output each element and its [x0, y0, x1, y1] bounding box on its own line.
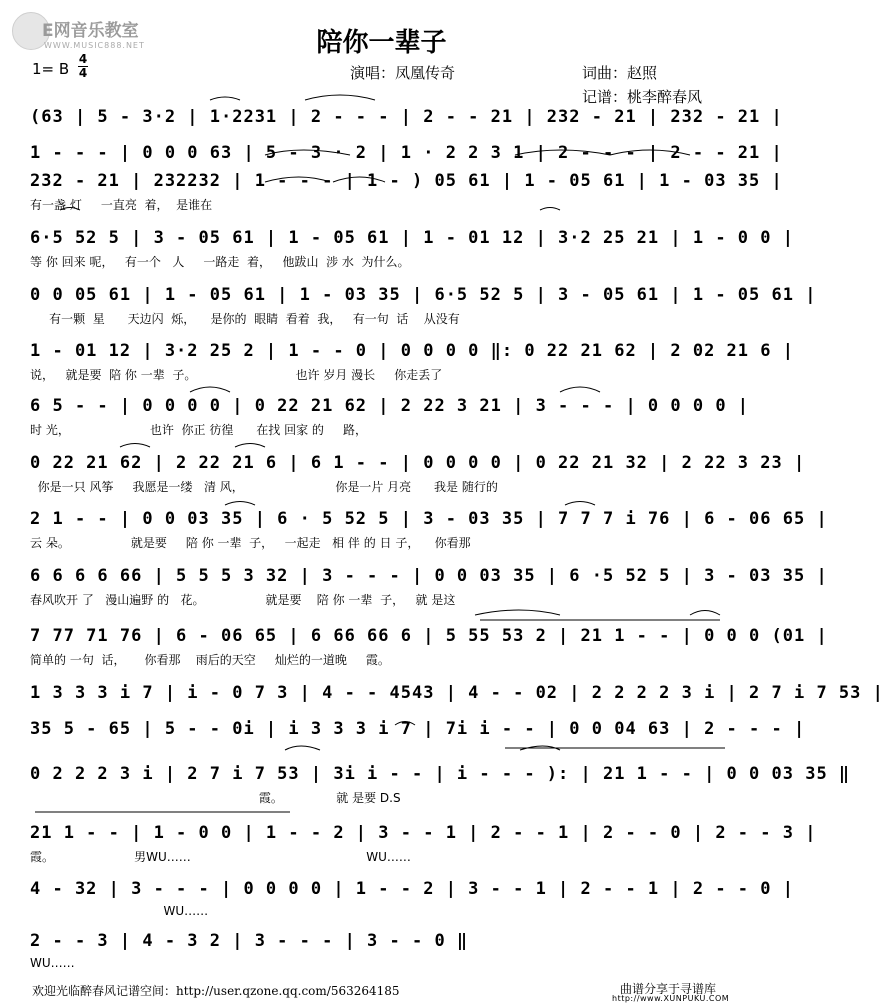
slur: [210, 97, 240, 100]
slur: [225, 502, 255, 506]
slur: [285, 746, 320, 750]
score-notes: 6·5 52 5 | 3 - 05 61 | 1 - 05 61 | 1 - 01 12 | 3·2 25 21 | 1 - 0 0 |: [30, 228, 794, 248]
score-lyric: 有一盏 灯 一直亮 着， 是谁在: [30, 198, 213, 212]
score-notes: 21 1 - - | 1 - 0 0 | 1 - - 2 | 3 - - 1 | 2 - - 1 | 2 - - 0 | 2 - - 3 |: [30, 823, 817, 843]
score-notes: 0 2 2 2 3 i | 2 7 i 7 53 | 3i i - - | i - - - ): | 21 1 - - | 0 0 03 35 ‖: [30, 764, 851, 784]
score-row: [30, 878, 794, 918]
score-notes: 1 - 01 12 | 3·2 25 2 | 1 - - 0 | 0 0 0 0 ‖: 0 22 21 62 | 2 02 21 6 |: [30, 341, 794, 361]
score-row: [30, 340, 794, 382]
singer-credit: 演唱：凤凰传奇: [350, 64, 456, 82]
score-notes: 232 - 21 | 232232 | 1 - - - | 1 - ) 05 61 | 1 - 05 61 | 1 - 03 35 |: [30, 171, 783, 191]
score-row: [30, 395, 750, 437]
score-lyric: 简单的 一句 话， 你看那 雨后的天空 灿烂的一道晚 霞。: [30, 653, 390, 667]
score-lyric: 时 光， 也许 你正 彷徨 在找 回家 的 路，: [30, 423, 367, 437]
recorder-credit: 记谱：桃李醉春风: [582, 88, 703, 106]
slur: [235, 444, 265, 448]
time-signature: [78, 54, 88, 79]
score-row: [30, 625, 828, 667]
score-notes: 0 0 05 61 | 1 - 05 61 | 1 - 03 35 | 6·5 52 5 | 3 - 05 61 | 1 - 05 61 |: [30, 285, 817, 305]
score-row: [30, 452, 806, 494]
score-row: [30, 508, 828, 550]
score-lyric: WU……: [30, 904, 209, 918]
score-row: [30, 565, 828, 607]
score-lyric: 春风吹开 了 漫山遍野 的 花。 就是要 陪 你 一辈 子， 就 是这: [30, 593, 456, 607]
slur: [190, 387, 230, 392]
slur: [305, 95, 375, 100]
score-notes: 1 - - - | 0 0 0 63 | 5 - 3 · 2 | 1 · 2 2 3 1 | 2 - - - | 2 - - 21 |: [30, 143, 783, 163]
score-lyric: WU……: [30, 956, 75, 970]
score-notes: 6 6 6 6 66 | 5 5 5 3 32 | 3 - - - | 0 0 03 35 | 6 ·5 52 5 | 3 - 03 35 |: [30, 566, 828, 586]
score-row: [30, 170, 783, 212]
score-lyric: 霞。 就 是要 D.S: [30, 791, 401, 805]
song-title: 陪你一辈子: [316, 28, 447, 58]
share-label: 曲谱分享于寻谱库: [620, 982, 717, 996]
footer-note: 欢迎光临醉春风记谱空间：http://user.qzone.qq.com/563264185: [32, 984, 400, 998]
score-notes: 2 - - 3 | 4 - 3 2 | 3 - - - | 3 - - 0 ‖: [30, 931, 469, 951]
score-lyric: 你是一只 风筝 我愿是一缕 清 风， 你是一片 月亮 我是 随行的: [30, 480, 498, 494]
score-lyric: 说， 就是要 陪 你 一辈 子。 也许 岁月 漫长 你走丢了: [30, 368, 443, 382]
score-notes: 0 22 21 62 | 2 22 21 6 | 6 1 - - | 0 0 0 0 | 0 22 21 32 | 2 22 3 23 |: [30, 453, 806, 473]
score-lyric: 有一颗 星 天边闪 烁， 是你的 眼睛 看着 我， 有一句 话 从没有: [30, 312, 460, 326]
slur: [120, 444, 150, 448]
score-row: [30, 227, 794, 269]
score-notes: (63 | 5 - 3·2 | 1·2231 | 2 - - - | 2 - - 21 | 232 - 21 | 232 - 21 |: [30, 107, 783, 127]
slur: [560, 387, 600, 392]
score-notes: 2 1 - - | 0 0 03 35 | 6 · 5 52 5 | 3 - 03 35 | 7 7 7 i 76 | 6 - 06 65 |: [30, 509, 828, 529]
score-row: [30, 822, 817, 864]
slur: [565, 502, 595, 506]
slur: [475, 610, 560, 615]
score-row: [30, 106, 783, 128]
slur: [690, 611, 720, 616]
logo-url: WWW.MUSIC888.NET: [44, 41, 145, 50]
score-notes: 4 - 32 | 3 - - - | 0 0 0 0 | 1 - - 2 | 3 - - 1 | 2 - - 1 | 2 - - 0 |: [30, 879, 794, 899]
score-row: [30, 763, 851, 805]
score-row: [30, 930, 735, 970]
score-row: [30, 682, 884, 704]
meter-top: 4: [78, 52, 88, 66]
score-row: [30, 284, 817, 326]
score-notes: 1 3 3 3 i 7 | i - 0 7 3 | 4 - - 4543 | 4 - - 02 | 2 2 2 2 3 i | 2 7 i 7 53 |: [30, 683, 884, 703]
score-lyric: 等 你 回来 呢， 有一个 人 一路走 着， 他跋山 涉 水 为什么。: [30, 255, 410, 269]
share-link[interactable]: http://www.XUNPUKU.COM: [612, 994, 730, 1003]
key-signature: 1= B: [32, 60, 70, 78]
composer-credit: 词曲：赵照: [582, 64, 658, 82]
slur: [520, 746, 560, 750]
score-notes: 7 77 71 76 | 6 - 06 65 | 6 66 66 6 | 5 55 53 2 | 21 1 - - | 0 0 0 (01 |: [30, 626, 828, 646]
meter-bottom: 4: [78, 66, 88, 80]
score-lyric: 霞。 男WU…… WU……: [30, 850, 411, 864]
score-notes: 6 5 - - | 0 0 0 0 | 0 22 21 62 | 2 22 3 21 | 3 - - - | 0 0 0 0 |: [30, 396, 750, 416]
score-notes: 35 5 - 65 | 5 - - 0i | i 3 3 3 i 7 | 7i i - - | 0 0 04 63 | 2 - - - |: [30, 719, 806, 739]
score-row: [30, 142, 783, 164]
logo-text: E网音乐教室: [42, 21, 139, 41]
score-row: [30, 718, 806, 740]
score-lyric: 云 朵。 就是要 陪 你 一辈 子， 一起走 相 伴 的 日 子， 你看那: [30, 536, 471, 550]
